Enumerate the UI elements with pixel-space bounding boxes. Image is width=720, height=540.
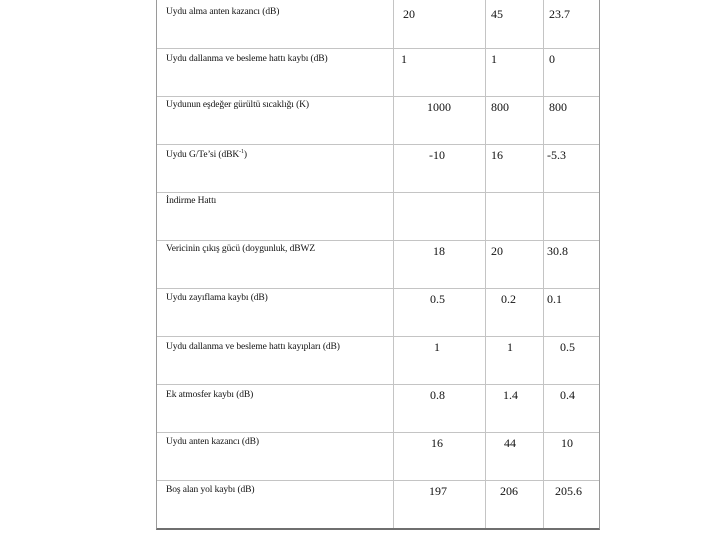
value-col-2: 44 — [504, 436, 516, 450]
value-col-2: 1 — [491, 52, 497, 66]
value-col-1: -10 — [429, 148, 445, 162]
row-label: Uydu alma anten kazancı (dB) — [166, 7, 280, 17]
section-title: İndirme Hattı — [166, 196, 217, 206]
value-col-2: 1.4 — [503, 388, 518, 402]
link-budget-table — [156, 0, 600, 530]
value-col-2: 206 — [500, 484, 518, 498]
value-col-1: 197 — [429, 484, 447, 498]
value-col-3: -5.3 — [547, 148, 566, 162]
table-row — [157, 432, 599, 481]
value-col-1: 1 — [401, 52, 407, 66]
table-row — [157, 96, 599, 145]
value-col-1: 16 — [431, 436, 443, 450]
row-label: Uydu anten kazancı (dB) — [166, 437, 259, 447]
table-row — [157, 144, 599, 193]
row-label: Uydu dallanma ve besleme hattı kaybı (dB) — [166, 54, 328, 64]
value-col-2: 16 — [491, 148, 503, 162]
value-col-1: 18 — [433, 244, 445, 258]
value-col-3: 0.4 — [560, 388, 575, 402]
value-col-1: 1 — [434, 340, 440, 354]
row-label: Uydu zayıflama kaybı (dB) — [166, 293, 268, 303]
value-col-2: 20 — [491, 244, 503, 258]
row-label: Uydunun eşdeğer gürültü sıcaklığı (K) — [166, 100, 309, 110]
row-label: Uydu G/Te’si (dBK$^{-1}$) — [166, 149, 247, 161]
value-col-1: 20 — [403, 7, 415, 21]
value-col-3: 205.6 — [555, 484, 582, 498]
table-row — [157, 48, 599, 97]
value-col-2: 45 — [491, 7, 503, 21]
value-col-1: 0.8 — [430, 388, 445, 402]
value-col-3: 0.1 — [547, 292, 562, 306]
table-row — [157, 288, 599, 337]
value-col-3: 10 — [561, 436, 573, 450]
value-col-1: 1000 — [427, 100, 451, 114]
row-label: Vericinin çıkış gücü (doygunluk, dBWZ — [166, 244, 316, 254]
value-col-3: 0 — [549, 52, 555, 66]
table-row — [157, 0, 599, 49]
value-col-3: 23.7 — [549, 7, 570, 21]
value-col-3: 800 — [549, 100, 567, 114]
row-label: Uydu dallanma ve besleme hattı kayıpları (dB) — [166, 342, 340, 352]
value-col-3: 30.8 — [547, 244, 568, 258]
section-header-row — [157, 192, 599, 241]
table-row — [157, 240, 599, 289]
value-col-2: 0.2 — [501, 292, 516, 306]
row-label: Ek atmosfer kaybı (dB) — [166, 390, 254, 400]
value-col-3: 0.5 — [560, 340, 575, 354]
value-col-1: 0.5 — [430, 292, 445, 306]
table-row — [157, 336, 599, 385]
table-row — [157, 480, 599, 528]
table-row — [157, 384, 599, 433]
value-col-2: 800 — [491, 100, 509, 114]
value-col-2: 1 — [507, 340, 513, 354]
row-label: Boş alan yol kaybı (dB) — [166, 485, 255, 495]
